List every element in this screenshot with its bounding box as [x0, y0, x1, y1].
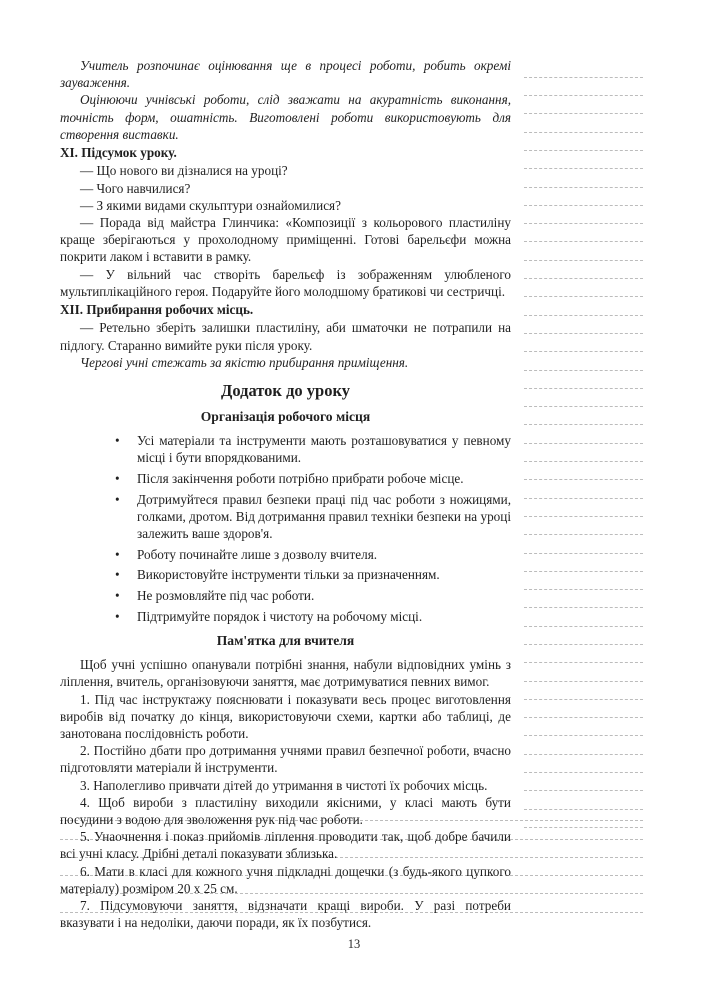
- workspace-rule-text: Після закінчення роботи потрібно прибрати робоче місце.: [137, 470, 464, 486]
- section-xi-items: [60, 162, 511, 300]
- dashed-note-line: [524, 78, 643, 96]
- dashed-note-line: [524, 480, 643, 498]
- bullet-icon: •: [115, 608, 120, 624]
- workspace-rules-list: [60, 432, 511, 625]
- workspace-rule-item: [60, 470, 511, 487]
- dashed-note-line: [524, 151, 643, 169]
- dashed-note-line: [524, 700, 643, 718]
- dashed-note-line: [524, 718, 643, 736]
- addendum-title: Додаток до уроку: [221, 381, 350, 401]
- workspace-rule-item: [60, 491, 511, 543]
- bullet-icon: •: [115, 491, 120, 507]
- section-xi-heading: XI. Підсумок уроку.: [60, 145, 177, 161]
- dashed-note-line: [524, 133, 643, 151]
- text-column: [60, 57, 511, 931]
- dashed-note-line: [524, 462, 643, 480]
- teacher-memo-list: [60, 691, 511, 932]
- bullet-icon: •: [115, 433, 120, 449]
- bullet-icon: •: [115, 588, 120, 604]
- dashed-note-line: [524, 554, 643, 572]
- dashed-note-line: [524, 608, 643, 626]
- page-number: 13: [347, 937, 361, 951]
- dashed-note-line: [524, 663, 643, 681]
- teacher-memo-heading: Пам'ятка для вчителя: [216, 633, 355, 649]
- dashed-note-line: [524, 407, 643, 425]
- dashed-note-line: [524, 517, 643, 535]
- teacher-memo-item: 5. Унаочнення і показ прийомів ліплення проводити так, щоб добре бачили всі учні класу. Дрібні деталі показувати зблизька.: [60, 829, 511, 862]
- bullet-icon: •: [115, 470, 120, 486]
- teacher-memo-item: 7. Підсумовуючи заняття, відзначати кращі вироби. У разі потреби вказувати і на недоліки, даючи поради, як їх позбутися.: [60, 897, 511, 931]
- discussion-item: — Що нового ви дізналися на уроці?: [80, 163, 288, 179]
- dashed-note-line: [524, 114, 643, 132]
- dashed-note-line: [524, 499, 643, 517]
- workspace-rule-item: [60, 546, 511, 563]
- discussion-item: — У вільний час створіть барельєф із зображенням улюбленого мультиплікаційного героя. Подаруйте його молодшому братикові чи сестричці.: [60, 266, 511, 299]
- dashed-note-line: [524, 279, 643, 297]
- dashed-note-line: [524, 755, 643, 773]
- dashed-note-line: [524, 242, 643, 260]
- dashed-note-line: [524, 261, 643, 279]
- workspace-rule-item: [60, 566, 511, 583]
- workspace-rule-text: Усі матеріали та інструменти мають розташовуватися у певному місці і бути впорядкованими.: [137, 433, 511, 466]
- dashed-note-line: [524, 425, 643, 443]
- teacher-memo-item: 6. Мати в класі для кожного учня підкладні дощечки (з будь-якого цупкого матеріалу) розміром 20 х 25 см.: [60, 863, 511, 896]
- workspace-rule-item: [60, 608, 511, 625]
- section-xii-heading: XII. Прибирання робочих місць.: [60, 302, 254, 318]
- teacher-assessment-note: Учитель розпочинає оцінювання ще в процесі роботи, робить окремі зауваження.: [60, 58, 511, 91]
- dashed-note-line: [524, 334, 643, 352]
- teacher-memo-item: 1. Під час інструктажу пояснювати і показувати весь процес виготовлення виробів від початку до кінця, використовуючи схеми, картки або таблиці, де занотована послідовність роботи.: [60, 691, 511, 741]
- discussion-item: — Порада від майстра Глинчика: «Композиції з кольорового пластиліну краще зберігаються у прохолодному приміщенні. Готові барельєфи можна покрити лаком і вставити в рамку.: [60, 215, 511, 265]
- dashed-note-line: [524, 627, 643, 645]
- teacher-memo-item: 3. Наполегливо привчати дітей до утримання в чистоті їх робочих місць.: [80, 777, 488, 793]
- duty-students-note: Чергові учні стежать за якістю прибирання приміщення.: [80, 354, 409, 370]
- discussion-item: — Чого навчилися?: [80, 180, 191, 196]
- dashed-note-line: [524, 572, 643, 590]
- workspace-heading: Організація робочого місця: [200, 409, 371, 425]
- dashed-note-line: [524, 535, 643, 553]
- dashed-note-line: [524, 316, 643, 334]
- dashed-note-line: [524, 60, 643, 78]
- workspace-rule-text: Роботу починайте лише з дозволу вчителя.: [137, 546, 378, 562]
- dashed-note-line: [524, 645, 643, 663]
- workspace-rule-text: Використовуйте інструменти тільки за призначенням.: [137, 567, 440, 583]
- dashed-note-line: [524, 371, 643, 389]
- dashed-note-line: [524, 444, 643, 462]
- teacher-assessment-note: Оцінюючи учнівські роботи, слід зважати на акуратність виконання, точність форм, ошатність. Виготовлені роботи використовують для створення виставки.: [60, 92, 511, 142]
- teacher-memo-item: 4. Щоб вироби з пластиліну виходили якісними, у класі мають бути посудини з водою для зволоження рук під час роботи.: [60, 794, 511, 827]
- dashed-note-line: [524, 389, 643, 407]
- cleanup-instruction: — Ретельно зберіть залишки пластиліну, аби шматочки не потрапили на підлогу. Старанно вимийте руки після уроку.: [60, 320, 511, 353]
- dashed-note-line: [524, 96, 643, 114]
- section-xii-items: [60, 319, 511, 353]
- dashed-note-line: [524, 169, 643, 187]
- dashed-note-line: [524, 297, 643, 315]
- margin-note-ruling: [524, 60, 643, 828]
- workspace-rule-item: [60, 432, 511, 466]
- workspace-rule-item: [60, 587, 511, 604]
- workspace-rule-text: Не розмовляйте під час роботи.: [137, 588, 315, 604]
- discussion-item: — З якими видами скульптури ознайомилися?: [80, 197, 341, 213]
- bullet-icon: •: [115, 567, 120, 583]
- workspace-rule-text: Дотримуйтеся правил безпеки праці під час роботи з ножицями, голками, дротом. Від дотримання правил техніки безпеки на уроці залежить ваше здоров'я.: [137, 491, 511, 542]
- dashed-note-line: [524, 352, 643, 370]
- workspace-rule-text: Підтримуйте порядок і чистоту на робочому місці.: [137, 608, 423, 624]
- dashed-note-line: [524, 224, 643, 242]
- dashed-note-line: [524, 736, 643, 754]
- dashed-note-line: [524, 773, 643, 791]
- teacher-memo-intro: Щоб учні успішно опанували потрібні знання, набули відповідних умінь з ліплення, вчитель, організовуючи заняття, має дотримуватися певних вимог.: [60, 657, 511, 690]
- dashed-note-line: [524, 682, 643, 700]
- dashed-note-line: [524, 188, 643, 206]
- dashed-note-line: [524, 590, 643, 608]
- teacher-memo-item: 2. Постійно дбати про дотримання учнями правил безпечної роботи, вчасно підготовляти матеріали й інструменти.: [60, 743, 511, 776]
- bullet-icon: •: [115, 546, 120, 562]
- dashed-note-line: [524, 206, 643, 224]
